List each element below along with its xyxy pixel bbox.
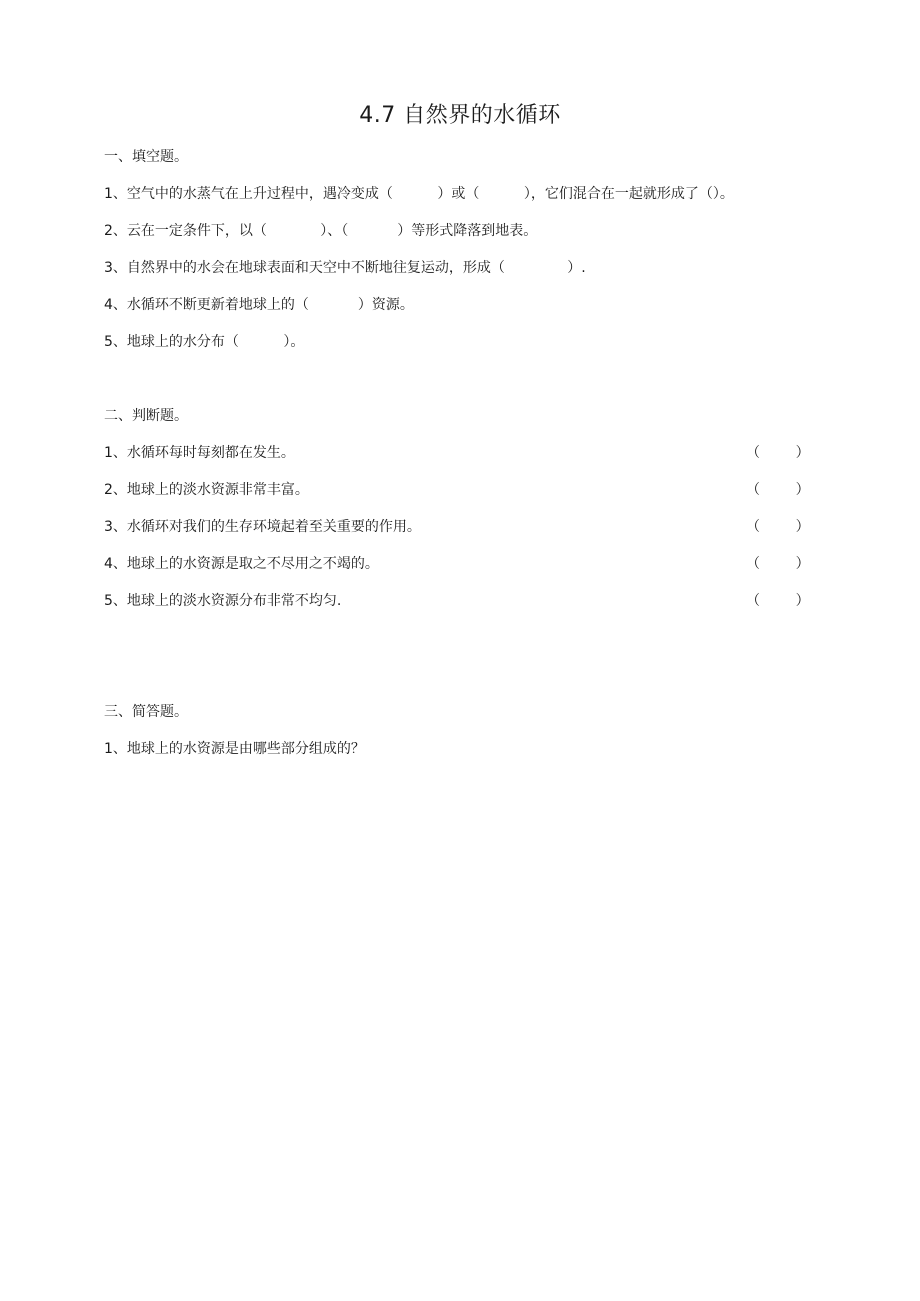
judge-item-3: 3、水循环对我们的生存环境起着至关重要的作用。 [104, 519, 421, 535]
section-heading-short: 三、简答题。 [104, 704, 188, 720]
judge-item-5: 5、地球上的淡水资源分布非常不均匀. [104, 593, 342, 609]
judge-answer-paren-2: （ ） [746, 482, 810, 498]
judge-answer-paren-5: （ ） [746, 593, 810, 609]
short-item-1: 1、地球上的水资源是由哪些部分组成的？ [104, 741, 365, 757]
judge-item-2: 2、地球上的淡水资源非常丰富。 [104, 482, 309, 498]
judge-answer-paren-4: （ ） [746, 556, 810, 572]
fill-item-1: 1、空气中的水蒸气在上升过程中，遇冷变成（ ）或（ ），它们混合在一起就形成了（）。 [104, 186, 734, 202]
section-heading-judge: 二、判断题。 [104, 408, 188, 424]
fill-item-5: 5、地球上的水分布（ ）。 [104, 334, 305, 350]
page-title: 4.7 自然界的水循环 [359, 103, 561, 128]
section-heading-fill: 一、填空题。 [104, 149, 188, 165]
judge-item-1: 1、水循环每时每刻都在发生。 [104, 445, 295, 461]
judge-answer-paren-3: （ ） [746, 519, 810, 535]
fill-item-2: 2、云在一定条件下，以（ ）、（ ）等形式降落到地表。 [104, 223, 538, 239]
fill-item-4: 4、水循环不断更新着地球上的（ ）资源。 [104, 297, 414, 313]
judge-item-4: 4、地球上的水资源是取之不尽用之不竭的。 [104, 556, 379, 572]
judge-answer-paren-1: （ ） [746, 445, 810, 461]
fill-item-3: 3、自然界中的水会在地球表面和天空中不断地往复运动，形成（ ）. [104, 260, 586, 276]
